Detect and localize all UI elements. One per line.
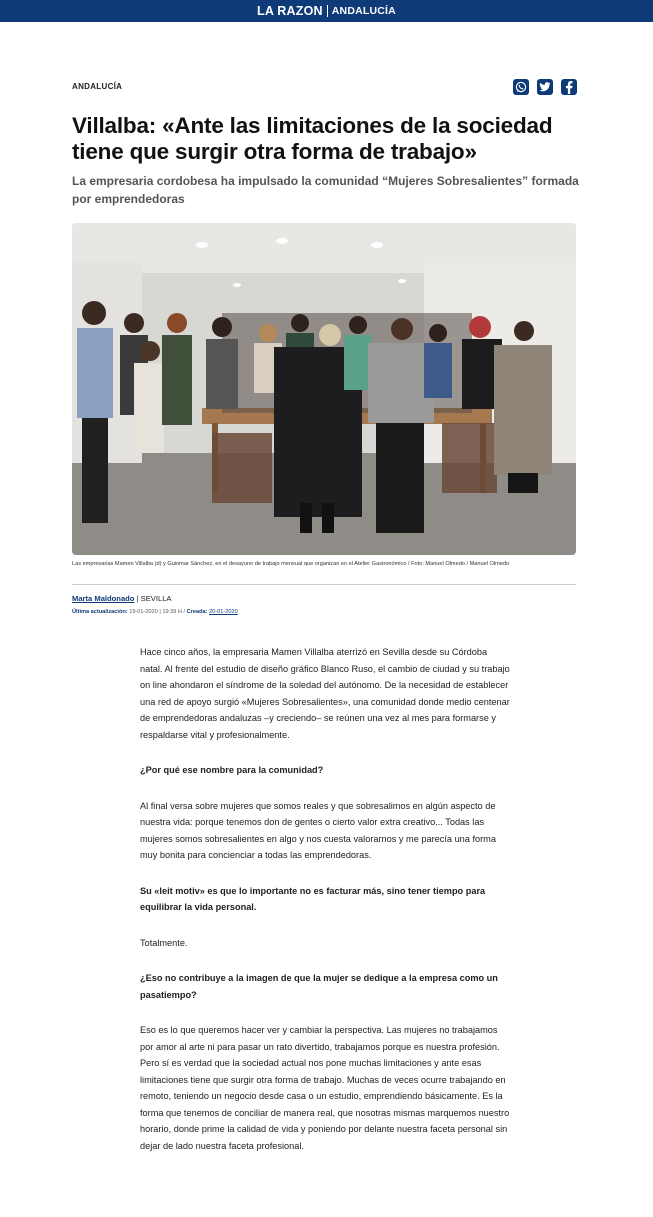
share-bar <box>513 79 577 95</box>
question: ¿Por qué ese nombre para la comunidad? <box>140 765 324 775</box>
section-label[interactable]: ANDALUCÍA <box>72 82 123 91</box>
paragraph: Totalmente. <box>140 937 188 948</box>
top-bar <box>0 0 653 22</box>
byline-separator: | <box>136 594 141 603</box>
divider <box>72 584 576 585</box>
facebook-icon[interactable] <box>561 79 577 95</box>
whatsapp-icon[interactable] <box>513 79 529 95</box>
paragraph: Hace cinco años, la empresaria Mamen Villalba aterrizó en Sevilla desde su Córdoba natal. Al frente del estudio de diseño gráfico Blanco Ruso, el cambio de ciudad y su trabajo on line ahondaron el síndrome de la soledad del autónomo. De la necesidad de establecer una red de apoyo surgió «Mujeres Sobresalientes», una comunidad donde medio centenar de emprendedoras andaluzas –y creciendo– se reúnen una vez al mes para formarse y respaldarse vital y profesionalmente. <box>140 647 510 740</box>
twitter-icon[interactable] <box>537 79 553 95</box>
question: Su «leit motiv» es que lo importante no es facturar más, sino tener tiempo para equilibrar la vida personal. <box>140 885 486 912</box>
article-photo[interactable] <box>72 223 576 555</box>
location: SEVILLA <box>140 594 172 603</box>
article-subtitle: La empresaria cordobesa ha impulsado la comunidad “Mujeres Sobresalientes” formada por emprendedoras <box>72 174 579 206</box>
photo-caption: Las empresarias Mamen Villalba (d) y Guiomar Sánchez, en el desayuno de trabajo mensual que organizan en el Atelier Gastronómico / Foto: Manuel Olmedo / Manuel Olmedo <box>72 561 510 567</box>
region-label[interactable]: ANDALUCÍA <box>331 5 396 17</box>
author-link[interactable]: Marta Maldonado <box>72 594 135 603</box>
article-title: Villalba: «Ante las limitaciones de la sociedad tiene que surgir otra forma de trabajo» <box>72 113 553 164</box>
updated-label: Última actualización: <box>72 609 128 615</box>
created-value[interactable]: 20-01-2020 <box>209 609 238 615</box>
byline <box>72 594 172 603</box>
article-dates <box>72 609 238 615</box>
updated-value: 19-01-2020 | 19:39 H <box>129 609 182 615</box>
paragraph: Al final versa sobre mujeres que somos reales y que sobresalimos en algún aspecto de nuestra vida: porque tenemos don de gentes o cierto valor extra creativo... Todas las mujeres somos sobresalientes en algo y nos cuesta valorarnos y me parecía una forma muy bonita para concienciar a todas las emprendedoras. <box>140 800 496 860</box>
paragraph: Eso es lo que queremos hacer ver y cambiar la perspectiva. Las mujeres no trabajamos por amor al arte ni para pasar un rato divertido, trabajamos porque es nuestra profesión. Pero sí es verdad que la sociedad actual nos pone muchas limitaciones y ante esas limitaciones tiene que surgir otra forma de trabajo. Muchas de veces ocurre trabajando en remoto, teniendo un negocio desde casa o un estudio, emprendiendo básicamente. Es la forma que tenemos de conciliar de manera real, que nosotras mismas marquemos nuestro horario, donde prime la calidad de vida y poniendo por delante nuestra faceta personal sin dejar de lado nuestra faceta profesional. <box>140 1025 510 1151</box>
created-label: Creada: <box>186 609 208 615</box>
article-body <box>140 644 510 1173</box>
question: ¿Eso no contribuye a la imagen de que la mujer se dedique a la empresa como un pasatiempo? <box>140 973 498 1000</box>
logo-divider <box>327 5 328 17</box>
site-logo[interactable]: LA RAZON <box>257 4 323 18</box>
dates-separator: / <box>183 609 187 615</box>
